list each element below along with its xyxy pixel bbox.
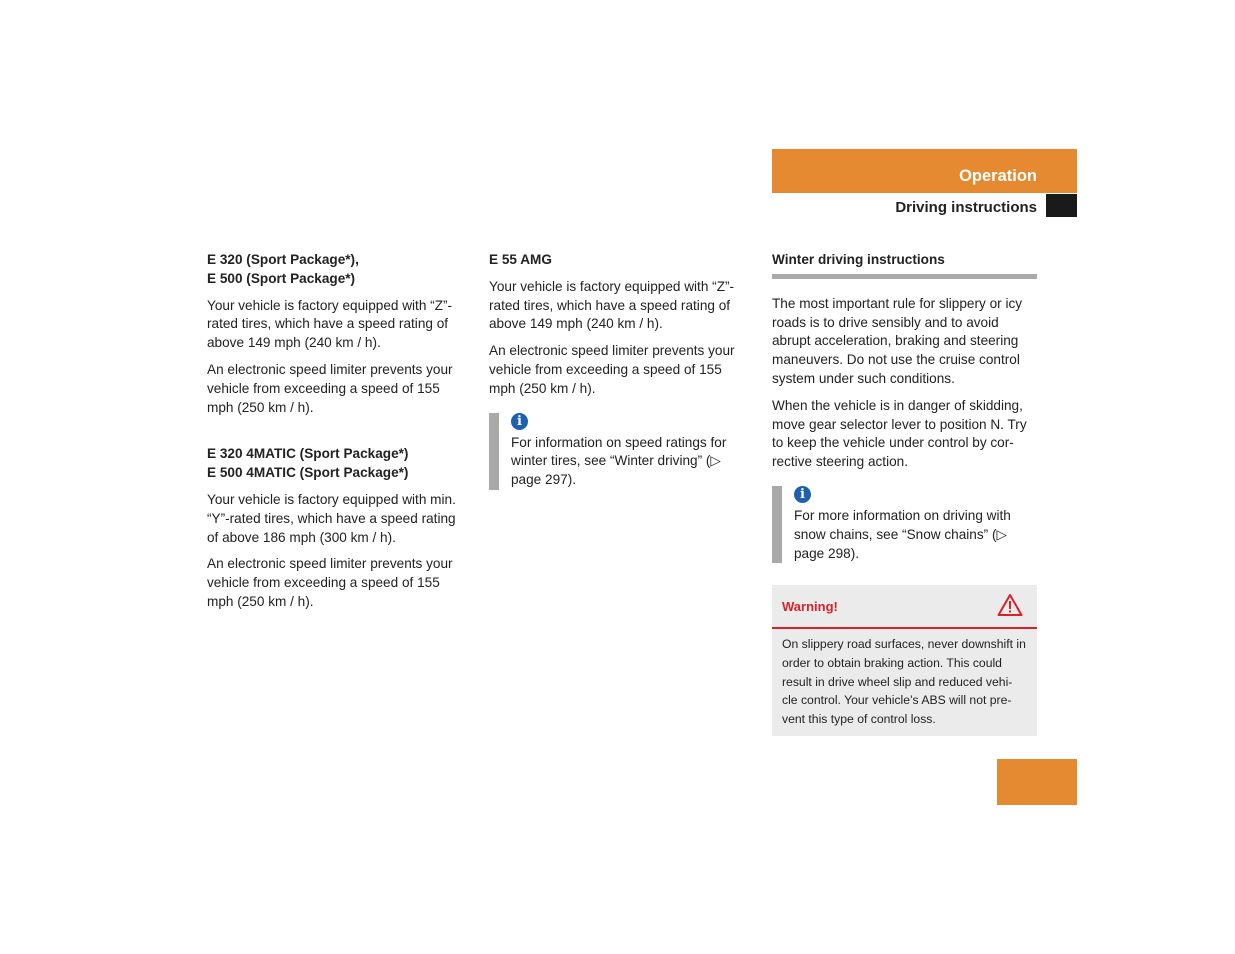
paragraph-speed-limiter: An electronic speed limiter prevents your vehicle from exceeding a speed of 155 mph (250 km / h). [207, 361, 453, 415]
section-title: Operation [959, 167, 1037, 185]
header-marker [1046, 194, 1077, 217]
info-text: For more information on driving with snow chains, see “Snow chains” (▷ page 298). [794, 507, 1011, 561]
paragraph-speed-limiter-4matic: An electronic speed limiter prevents your vehicle from exceeding a speed of 155 mph (250 km / h). [207, 556, 453, 609]
heading-4matic: E 320 4MATIC (Sport Package*) E 500 4MATIC (Sport Package*) [207, 446, 409, 481]
column-middle [489, 251, 751, 490]
warning-text: On slippery road surfaces, never downshift in order to obtain braking action. This could result in drive wheel slip and reduced vehi-cle control. Your vehicle’s ABS will not pre-vent this type of control loss. [782, 637, 1026, 726]
heading-e55-amg: E 55 AMG [489, 252, 552, 267]
page-number-tab [997, 759, 1077, 805]
info-text: For information on speed ratings for winter tires, see “Winter driving” (▷ page 297). [511, 434, 727, 488]
info-note-snow-chains [772, 486, 1037, 563]
paragraph-amg-speed-limiter: An electronic speed limiter prevents your vehicle from exceeding a speed of 155 mph (250 km / h). [489, 343, 735, 396]
heading-e320-e500: E 320 (Sport Package*), E 500 (Sport Package*) [207, 252, 359, 286]
paragraph-amg-tire-rating: Your vehicle is factory equipped with “Z”-rated tires, which have a speed rating of above 149 mph (240 km / h). [489, 278, 735, 332]
column-left [207, 251, 469, 620]
warning-box [772, 585, 1037, 736]
paragraph-tire-rating-y: Your vehicle is factory equipped with min. “Y”-rated tires, which have a speed rating of above 186 mph (300 km / h). [207, 491, 456, 545]
warning-header [772, 585, 1037, 629]
warning-triangle-icon [997, 593, 1023, 617]
info-bar [772, 486, 782, 563]
page-number: 275 [1168, 763, 1195, 780]
paragraph-winter-rule: The most important rule for slippery or icy roads is to drive sensibly and to avoid abrupt acceleration, braking and steering maneuvers. Do not use the cruise control system under such conditions. [772, 295, 1023, 386]
info-icon: i [794, 486, 811, 503]
info-bar [489, 413, 499, 490]
paragraph-tire-rating-z: Your vehicle is factory equipped with “Z”-rated tires, which have a speed rating of above 149 mph (240 km / h). [207, 297, 453, 351]
paragraph-skidding: When the vehicle is in danger of skidding, move gear selector lever to position N. Try to keep the vehicle under control by cor-rective steering action. [772, 397, 1027, 470]
winter-driving-title: Winter driving instructions [772, 251, 1037, 279]
subsection-title: Driving instructions [895, 199, 1037, 216]
warning-title: Warning! [782, 599, 838, 615]
info-icon: i [511, 413, 528, 430]
column-right [772, 251, 1037, 736]
info-note-winter-tires [489, 413, 751, 490]
